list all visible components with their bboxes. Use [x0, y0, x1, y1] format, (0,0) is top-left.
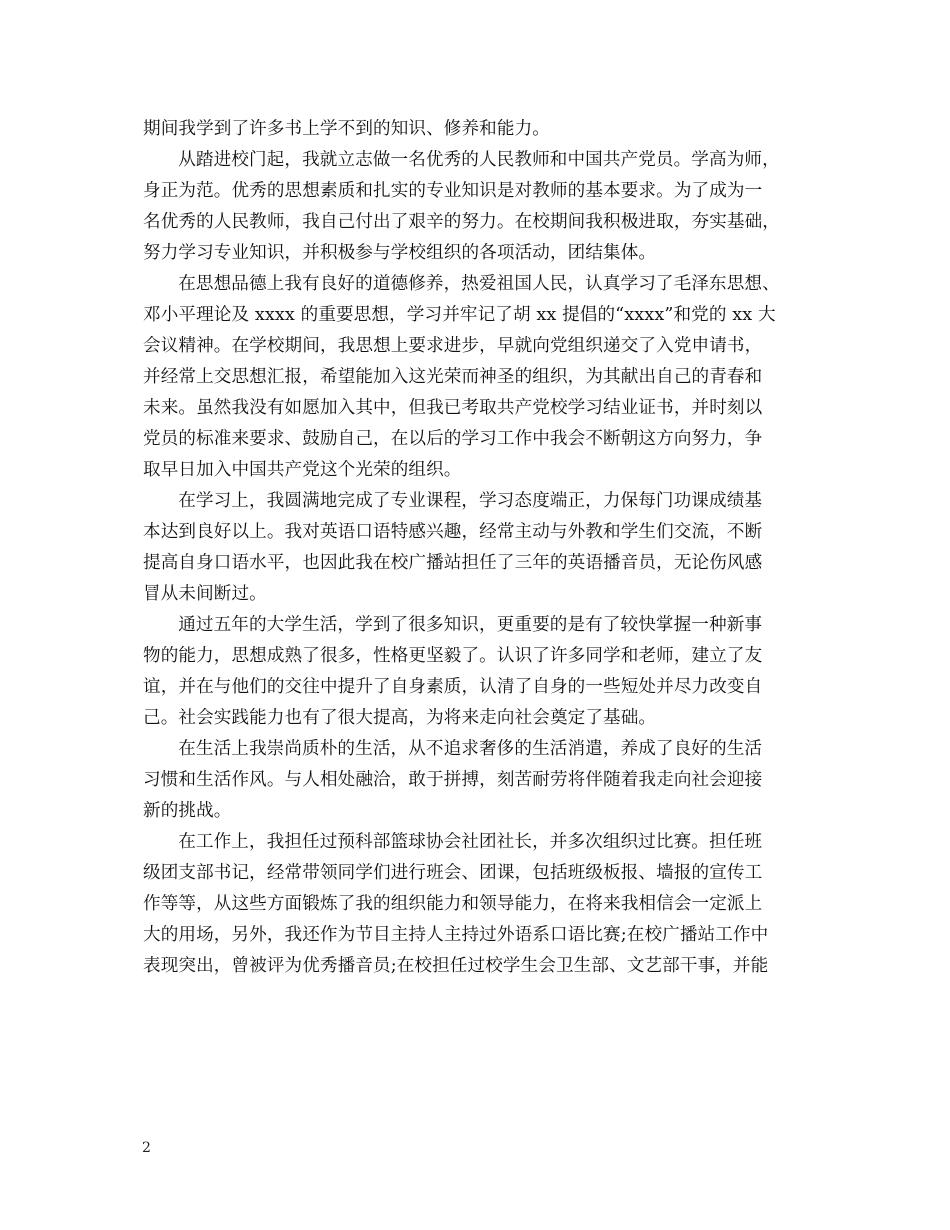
paragraph-line: 党员的标准来要求、鼓励自己，在以后的学习工作中我会不断朝这方向努力，争 [143, 429, 763, 449]
paragraph-line: 提高自身口语水平，也因此我在校广播站担任了三年的英语播音员，无论伤风感 [143, 553, 763, 573]
paragraph [143, 269, 811, 486]
paragraph [143, 610, 811, 734]
paragraph [143, 734, 811, 827]
page-number: 2 [142, 1140, 151, 1156]
paragraph [143, 827, 811, 982]
paragraph [143, 114, 811, 145]
paragraph-line: 在工作上，我担任过预科部篮球协会社团社长，并多次组织过比赛。担任班 [178, 832, 763, 852]
paragraph-line: 从踏进校门起，我就立志做一名优秀的人民教师和中国共产党员。学高为师， [178, 150, 780, 170]
paragraph-line: 期间我学到了许多书上学不到的知识、修养和能力。 [143, 119, 550, 139]
paragraph-line: 身正为范。优秀的思想素质和扎实的专业知识是对教师的基本要求。为了成为一 [143, 181, 763, 201]
paragraph-line: 谊，并在与他们的交往中提升了自身素质，认清了自身的一些短处并尽力改变自 [143, 677, 763, 697]
paragraph-line: 表现突出，曾被评为优秀播音员;在校担任过校学生会卫生部、文艺部干事，并能 [143, 956, 769, 976]
paragraph-line: 己。社会实践能力也有了很大提高，为将来走向社会奠定了基础。 [143, 708, 657, 728]
paragraph-line: 在思想品德上我有良好的道德修养，热爱祖国人民，认真学习了毛泽东思想、 [178, 274, 780, 294]
paragraph [143, 486, 811, 610]
paragraph-line: 在生活上我崇尚质朴的生活，从不追求奢侈的生活消遣，养成了良好的生活 [178, 739, 763, 759]
paragraph-line: 大的用场，另外，我还作为节目主持人主持过外语系口语比赛;在校广播站工作中 [143, 925, 769, 945]
paragraph-line: 级团支部书记，经常带领同学们进行班会、团课，包括班级板报、墙报的宣传工 [143, 863, 763, 883]
paragraph-line: 会议精神。在学校期间，我思想上要求进步，早就向党组织递交了入党申请书， [143, 336, 763, 356]
paragraph [143, 145, 811, 269]
paragraph-line: 本达到良好以上。我对英语口语特感兴趣，经常主动与外教和学生们交流，不断 [143, 522, 763, 542]
paragraph-line: 物的能力，思想成熟了很多，性格更坚毅了。认识了许多同学和老师，建立了友 [143, 646, 763, 666]
paragraph-line: 取早日加入中国共产党这个光荣的组织。 [143, 460, 462, 480]
paragraph-line: 并经常上交思想汇报，希望能加入这光荣而神圣的组织，为其献出自己的青春和 [143, 367, 763, 387]
document-body [143, 114, 811, 982]
paragraph-line: 邓小平理论及 xxxx 的重要思想，学习并牢记了胡 xx 提倡的“xxxx”和党的 xx 大 [143, 305, 776, 325]
paragraph-line: 作等等，从这些方面锻炼了我的组织能力和领导能力，在将来我相信会一定派上 [143, 894, 763, 914]
paragraph-line: 习惯和生活作风。与人相处融洽，敢于拼搏，刻苦耐劳将伴随着我走向社会迎接 [143, 770, 763, 790]
paragraph-line: 在学习上，我圆满地完成了专业课程，学习态度端正，力保每门功课成绩基 [178, 491, 763, 511]
paragraph-line: 冒从未间断过。 [143, 584, 267, 604]
paragraph-line: 努力学习专业知识，并积极参与学校组织的各项活动，团结集体。 [143, 243, 657, 263]
paragraph-line: 通过五年的大学生活，学到了很多知识，更重要的是有了较快掌握一种新事 [178, 615, 763, 635]
paragraph-line: 名优秀的人民教师，我自己付出了艰辛的努力。在校期间我积极进取，夯实基础， [143, 212, 780, 232]
paragraph-line: 未来。虽然我没有如愿加入其中，但我已考取共产党校学习结业证书，并时刻以 [143, 398, 763, 418]
paragraph-line: 新的挑战。 [143, 801, 232, 821]
